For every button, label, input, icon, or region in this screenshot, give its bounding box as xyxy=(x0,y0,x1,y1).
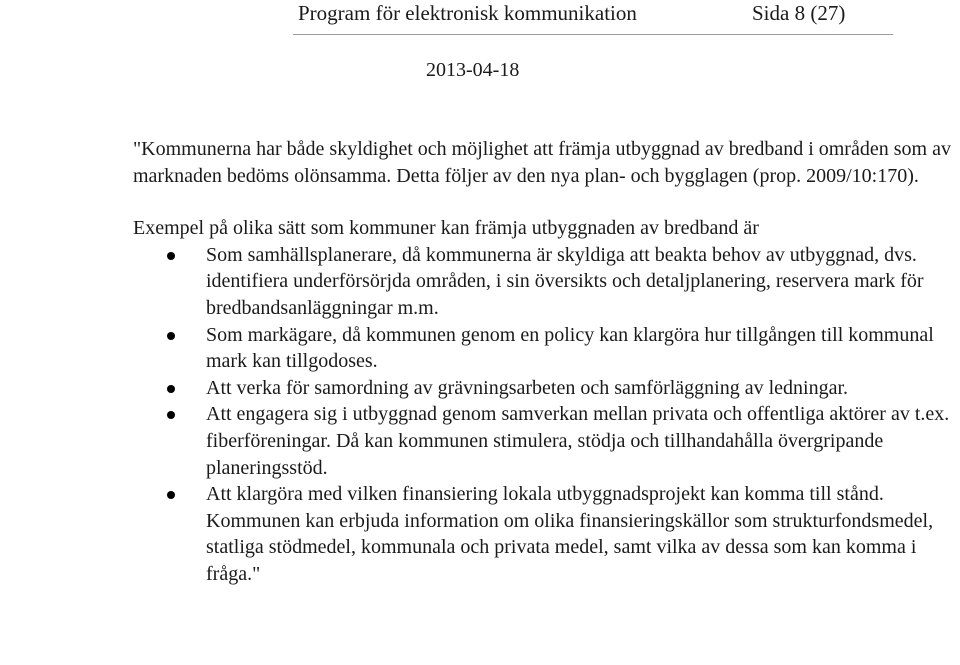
body-content xyxy=(133,136,953,588)
bullet-icon xyxy=(167,385,175,393)
bullet-icon xyxy=(167,332,175,340)
intro-paragraph: Exempel på olika sätt som kommuner kan främja utbyggnaden av bredband är xyxy=(133,217,759,240)
page-number: Sida 8 (27) xyxy=(752,1,846,25)
bullet-list xyxy=(133,242,953,588)
list-item xyxy=(133,375,953,402)
bullet-icon xyxy=(167,252,175,260)
document-date: 2013-04-18 xyxy=(426,59,520,81)
bullet-icon xyxy=(167,491,175,499)
document-title: Program för elektronisk kommunikation xyxy=(298,1,637,25)
list-item xyxy=(133,242,953,322)
list-item-text: Som markägare, då kommunen genom en policy kan klargöra hur tillgången till kommunal mark kan tillgodoses. xyxy=(206,323,934,373)
list-item-text: Att engagera sig i utbyggnad genom samverkan mellan privata och offentliga aktörer av t.ex. fiberföreningar. Då kan kommunen stimulera, stödja och tillhandahålla övergripande planeringsstöd. xyxy=(206,403,950,479)
page-header xyxy=(0,0,960,36)
header-divider xyxy=(293,34,893,35)
list-item xyxy=(133,481,953,587)
list-item-text: Att verka för samordning av grävningsarbeten och samförläggning av ledningar. xyxy=(206,376,849,399)
list-item xyxy=(133,401,953,481)
list-item xyxy=(133,322,953,375)
list-item-text: Att klargöra med vilken finansiering lokala utbyggnadsprojekt kan komma till stånd. Kommunen kan erbjuda information om olika finansieringskällor som strukturfondsmedel, statliga stödmedel, kommunala och privata medel, samt vilka av dessa som kan komma i fråga." xyxy=(206,483,934,585)
bullet-icon xyxy=(167,411,175,419)
list-item-text: Som samhällsplanerare, då kommunerna är skyldiga att beakta behov av utbyggnad, dvs. identifiera underförsörjda områden, i sin översikts och detaljplanering, reservera mark för bredbandsanläggningar m.m. xyxy=(206,243,924,319)
quote-paragraph: "Kommunerna har både skyldighet och möjlighet att främja utbyggnad av bredband i områden som av marknaden bedöms olönsamma. Detta följer av den nya plan- och bygglagen (prop. 2009/10:170). xyxy=(133,138,951,187)
